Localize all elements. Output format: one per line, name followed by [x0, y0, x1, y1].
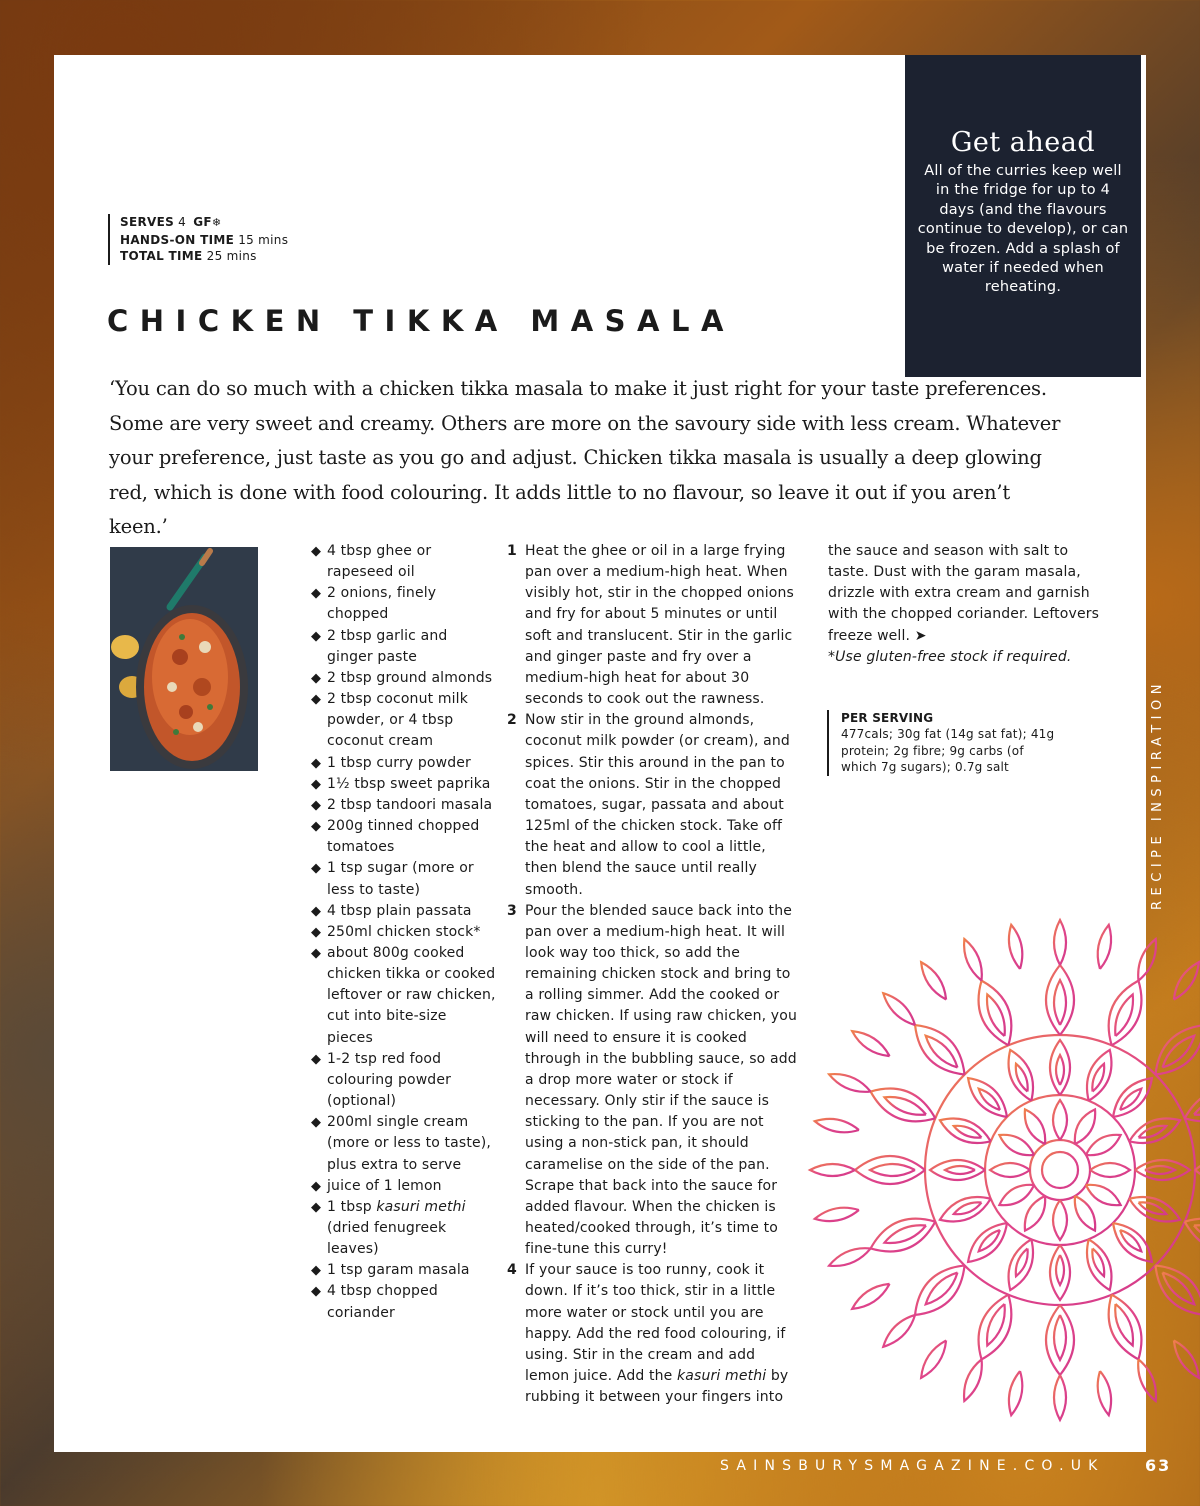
total-label: TOTAL TIME: [120, 249, 203, 263]
method-step-number: 4: [507, 1262, 517, 1279]
method-list: [507, 541, 797, 1408]
ingredient-item: ◆ 4 tbsp chopped coriander: [311, 1281, 496, 1323]
mandala-petal: [1109, 1295, 1142, 1360]
mandala-petal: [1129, 1197, 1180, 1221]
mandala-ring: [925, 1035, 1195, 1305]
method-step: [507, 541, 797, 710]
mandala-petal: [954, 1202, 982, 1214]
mandala-petal: [1145, 1166, 1175, 1174]
mandala-petal: [1113, 1078, 1152, 1117]
mandala-petal: [883, 1315, 915, 1347]
mandala-decoration: [780, 890, 1200, 1450]
curry-photo: [110, 547, 258, 771]
ingredient-item: ◆ 200ml single cream (more or less to taste), plus extra to serve: [311, 1112, 496, 1175]
mandala-petal: [968, 1078, 1007, 1117]
ingredient-item: ◆ 4 tbsp ghee or rapeseed oil: [311, 541, 496, 583]
mandala-petal: [999, 1135, 1034, 1155]
handson-label: HANDS-ON TIME: [120, 232, 235, 247]
mandala-petal: [1025, 1196, 1045, 1231]
mandala-petal: [940, 1119, 991, 1143]
mandala-petal: [964, 939, 982, 981]
ingredient-item: ◆ about 800g cooked chicken tikka or cooked leftover or raw chicken, cut into bite-size pieces: [311, 943, 496, 1049]
mandala-petal: [921, 962, 946, 999]
mandala-petal: [1163, 1273, 1195, 1305]
mandala-petal: [815, 1119, 859, 1132]
method-step-text: Heat the ghee or oil in a large frying pan over a medium-high heat. When visibly hot, stir in the chopped onions and fry for about 5 minutes or until soft and translucent. Stir in the garlic and ginger paste and fry over a medium-high heat for about 30 seconds to cook out the rawness.: [525, 543, 794, 708]
mandala-petal: [1163, 1036, 1195, 1068]
mandala-petal: [1009, 1239, 1033, 1290]
gf-label: GF: [193, 215, 212, 229]
mandala-petal: [1050, 1040, 1070, 1095]
mandala-petal: [1056, 1055, 1064, 1085]
method-continued: [828, 541, 1108, 647]
mandala-petal: [1098, 925, 1111, 969]
mandala-petal: [1087, 1239, 1111, 1290]
ingredient-item: ◆ 2 tbsp garlic and ginger paste: [311, 626, 496, 668]
mandala-petal: [1009, 925, 1022, 969]
method-step: [507, 710, 797, 900]
ingredient-item: ◆ 1 tsp garam masala: [311, 1260, 496, 1281]
snowflake-icon: ❄: [211, 216, 222, 229]
ingredient-item: ◆ 2 tbsp coconut milk powder, or 4 tbsp coconut cream: [311, 689, 496, 752]
mandala-petal: [1009, 1050, 1033, 1101]
stock-footnote: *Use gluten-free stock if required.: [828, 648, 1072, 665]
mandala-petal: [1053, 1200, 1067, 1240]
page-number: 63: [1145, 1456, 1172, 1475]
ingredient-item: ◆ 250ml chicken stock*: [311, 922, 496, 943]
ingredient-item: ◆ 1 tbsp kasuri methi (dried fenugreek leaves): [311, 1197, 496, 1260]
mandala-petal: [1138, 939, 1156, 981]
recipe-meta: [108, 214, 288, 265]
mandala-petal: [1113, 1223, 1152, 1262]
mandala-petal: [1054, 920, 1066, 965]
handson-row: [120, 232, 288, 249]
mandala-petal: [926, 1036, 958, 1068]
arrow-right-icon: ➤: [914, 627, 927, 644]
handson-value: 15 mins: [238, 232, 289, 247]
mandala-petal: [1109, 981, 1142, 1046]
mandala-petal: [1075, 1109, 1095, 1144]
serves-label: SERVES: [120, 215, 175, 229]
mandala-petal: [1054, 980, 1066, 1025]
ingredient-item: ◆ 200g tinned chopped tomatoes: [311, 816, 496, 858]
method-step-text: Now stir in the ground almonds, coconut milk powder (or cream), and spices. Stir this around in the pan to coat the onions. Stir in the chopped tomatoes, sugar, passata and about 125ml of the chicken stock. Take off the heat and allow to cool a little, then blend the sauce until really smooth.: [525, 712, 790, 898]
serves-value: 4: [178, 215, 187, 229]
ingredient-item: ◆ 2 tbsp tandoori masala: [311, 795, 496, 816]
mandala-petal: [1195, 1156, 1200, 1184]
mandala-petal: [964, 1359, 982, 1401]
mandala-petal: [1135, 1160, 1190, 1180]
mandala-petal: [1185, 1089, 1200, 1122]
mandala-petal: [926, 1273, 958, 1305]
mandala-petal: [1075, 1196, 1095, 1231]
mandala-petal: [829, 1248, 871, 1266]
mandala-petal: [990, 1163, 1030, 1177]
method-step-text: Pour the blended sauce back into the pan over a medium-high heat. It will look way too thick, so add the remaining chicken stock and bring to a rolling simmer. Add the cooked or raw chicken. If using raw chicken, you will need to ensure it is cooked through in the bubbling sauce, so add a drop more water or stock if necessary. Only stir if the sauce is sticking to the pan. If you are not using a non-stick pan, it should caramelise on the side of the pan. Scrape that back into the sauce for added flavour. When the chicken is heated/cooked through, it’s time to fine-tune this curry!: [525, 902, 797, 1258]
total-value: 25 mins: [206, 249, 257, 263]
mandala-petal: [1087, 1050, 1111, 1101]
get-ahead-text: All of the curries keep well in the fridge for up to 4 days (and the flavours continue to develop), or can be frozen. Add a splash of water if needed when reheating.: [917, 163, 1129, 296]
get-ahead-title: Get ahead: [950, 127, 1096, 158]
mandala-petal: [1129, 1119, 1180, 1143]
mandala-petal: [1090, 1163, 1130, 1177]
ingredient-item: ◆ 1 tbsp curry powder: [311, 753, 496, 774]
footer-url[interactable]: SAINSBURYSMAGAZINE.CO.UK: [720, 1458, 1105, 1474]
mandala-petal: [999, 1185, 1034, 1205]
mandala-petal: [1098, 1371, 1111, 1415]
curry-photo-illustration: [110, 547, 258, 771]
method-step: [507, 901, 797, 1261]
method-step-number: 2: [507, 712, 517, 729]
method-step-number: 1: [507, 543, 517, 559]
mandala-petal: [870, 1164, 915, 1176]
per-serving-label: PER SERVING: [841, 711, 934, 725]
ingredient-item: ◆ juice of 1 lemon: [311, 1176, 496, 1197]
get-ahead-panel: [905, 55, 1141, 377]
method-step-text: If your sauce is too runny, cook it down. If it’s too thick, stir in a little more water or stock until you are happy. Add the red food colouring, if using. Stir in the cream and add lemon juice. Add the kasuri methi by rubbing it between your fingers into: [525, 1262, 789, 1406]
mandala-petal: [1056, 1255, 1064, 1285]
ingredient-item: ◆ 4 tbsp plain passata: [311, 901, 496, 922]
section-side-label: RECIPE INSPIRATION: [1150, 679, 1165, 910]
mandala-petal: [1054, 1375, 1066, 1420]
mandala-ring: [985, 1095, 1135, 1245]
mandala-petal: [1139, 1126, 1167, 1138]
mandala-petal: [954, 1126, 982, 1138]
ingredient-item: ◆ 1 tsp sugar (more or less to taste): [311, 858, 496, 900]
mandala-petal: [1025, 1109, 1045, 1144]
mandala-petal: [979, 1295, 1012, 1360]
recipe-title: CHICKEN TIKKA MASALA: [107, 304, 735, 338]
mandala-petal: [1092, 1064, 1104, 1092]
mandala-petal: [1138, 1359, 1156, 1401]
method-continued-text: the sauce and season with salt to taste. Dust with the garam masala, drizzle with extra cream and garnish with the chopped coriander. Leftovers freeze well.: [828, 543, 1100, 644]
ingredients-list: [311, 541, 496, 1324]
ingredient-item: ◆ 1-2 tsp red food colouring powder (optional): [311, 1049, 496, 1112]
mandala-petal: [810, 1164, 855, 1176]
mandala-petal: [1009, 1371, 1022, 1415]
mandala-petal: [1050, 1245, 1070, 1300]
mandala-petal: [1054, 1315, 1066, 1360]
mandala-petal: [1086, 1135, 1121, 1155]
ingredient-item: ◆ 1½ tbsp sweet paprika: [311, 774, 496, 795]
mandala-petal: [1016, 1064, 1028, 1092]
mandala-petal: [1174, 1340, 1199, 1377]
mandala-petal: [1016, 1249, 1028, 1277]
mandala-petal: [1185, 1219, 1200, 1252]
mandala-petal: [883, 993, 915, 1025]
per-serving-box: [827, 710, 1056, 776]
mandala-petal: [930, 1160, 985, 1180]
mandala-petal: [815, 1208, 859, 1221]
mandala-petal: [871, 1089, 936, 1122]
mandala-ring: [1030, 1140, 1090, 1200]
mandala-petal: [852, 1284, 889, 1309]
serves-row: [120, 214, 288, 232]
mandala-ring: [1042, 1152, 1078, 1188]
mandala-petal: [1139, 1202, 1167, 1214]
mandala-petal: [829, 1074, 871, 1092]
method-step: [507, 1260, 797, 1408]
mandala-petal: [921, 1340, 946, 1377]
total-row: [120, 248, 288, 265]
ingredient-item: ◆ 2 tbsp ground almonds: [311, 668, 496, 689]
per-serving-text: 477cals; 30g fat (14g sat fat); 41g protein; 2g fibre; 9g carbs (of which 7g sugars); 0.7g salt: [841, 727, 1055, 775]
mandala-petal: [1086, 1185, 1121, 1205]
mandala-petal: [940, 1197, 991, 1221]
mandala-petal: [871, 1219, 936, 1252]
mandala-petal: [1092, 1249, 1104, 1277]
mandala-petal: [852, 1031, 889, 1056]
method-step-number: 3: [507, 902, 517, 919]
ingredient-item: ◆ 2 onions, finely chopped: [311, 583, 496, 625]
mandala-petal: [1053, 1100, 1067, 1140]
mandala-petal: [968, 1223, 1007, 1262]
chef-quote: ‘You can do so much with a chicken tikka masala to make it just right for your taste preferences. Some are very sweet and creamy. Others are more on the savoury side with less cream. Whatever your preference, just taste as you go and adjust. Chicken tikka masala is usually a deep glowing red, which is done with food colouring. It adds little to no flavour, so leave it out if you aren’t keen.’: [109, 377, 1061, 539]
mandala-petal: [945, 1166, 975, 1174]
mandala-petal: [979, 981, 1012, 1046]
method-continued-column: [828, 541, 1108, 668]
mandala-petal: [1174, 962, 1199, 999]
